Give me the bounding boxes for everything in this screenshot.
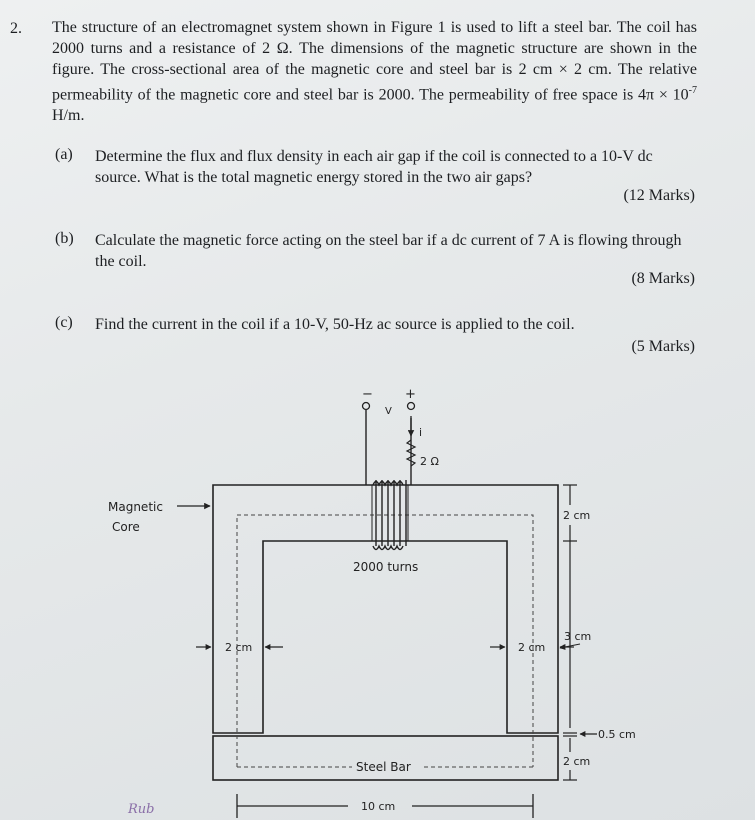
terminal-plus-sign: + <box>405 387 416 402</box>
coil <box>366 410 411 550</box>
left-leg-label: 2 cm <box>225 641 253 654</box>
air-gap-label: 0.5 cm <box>598 728 636 741</box>
part-c-label: (c) <box>55 314 73 331</box>
magnetic-core <box>213 485 558 733</box>
air-gap-dimension <box>563 733 597 736</box>
top-thickness-label: 2 cm <box>563 509 591 522</box>
stem-exponent: -7 <box>688 85 697 96</box>
core-label-line1: Magnetic <box>108 500 163 514</box>
part-c-marks: (5 Marks) <box>631 338 695 355</box>
inner-height-label: 3 cm <box>564 630 592 643</box>
part-b-label: (b) <box>55 230 74 247</box>
terminal-minus-sign: − <box>362 387 373 402</box>
current-label: i <box>419 426 423 439</box>
stem-text: The structure of an electromagnet system shown in Figure 1 is used to lift a steel bar. The coil has 2000 turns and a resistance of 2 Ω. The dimensions of the magnetic structure are shown in the figure. The cross-sectional area of the magnetic core and steel bar is 2 cm × 2 cm. The relative permeability of the magnetic core and steel bar is 2000. The permeability of free space is 4π × 10 <box>52 19 697 104</box>
voltage-label: V <box>385 406 392 417</box>
part-b-text: Calculate the magnetic force acting on the steel bar if a dc current of 7 A is flowing through the coil. <box>95 232 682 270</box>
handwritten-note: Rub <box>128 802 155 817</box>
right-leg-label: 2 cm <box>518 641 546 654</box>
terminal-negative <box>363 403 370 410</box>
part-c-text: Find the current in the coil if a 10-V, 50-Hz ac source is applied to the coil. <box>95 316 575 333</box>
part-a-text: Determine the flux and flux density in each air gap if the coil is connected to a 10-V dc source. What is the total magnetic energy stored in the two air gaps? <box>95 148 653 186</box>
part-a-marks: (12 Marks) <box>623 187 695 204</box>
flux-path <box>237 515 533 767</box>
question-number: 2. <box>10 20 22 37</box>
resistor-label: 2 Ω <box>420 455 439 468</box>
steel-bar-label: Steel Bar <box>356 760 411 774</box>
width-label: 10 cm <box>361 800 396 813</box>
part-a-label: (a) <box>55 146 73 163</box>
bar-thickness-label: 2 cm <box>563 755 591 768</box>
stem-unit: H/m. <box>52 107 85 125</box>
turns-label: 2000 turns <box>353 560 419 574</box>
terminal-positive <box>408 403 415 410</box>
part-b-marks: (8 Marks) <box>631 270 695 287</box>
core-label-line2: Core <box>112 520 140 534</box>
